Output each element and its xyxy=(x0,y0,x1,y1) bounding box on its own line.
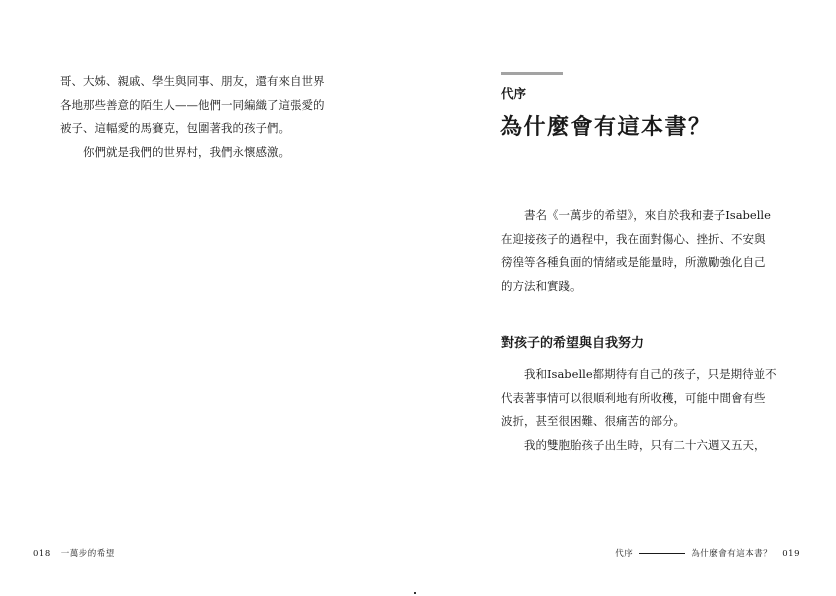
chapter-title: 為什麼會有這本書？ xyxy=(500,114,712,140)
paragraph-line: 我和Isabelle都期待有自己的孩子，只是期待並不 xyxy=(501,367,777,381)
paragraph-line: 各地那些善意的陌生人——他們一同編織了這張愛的 xyxy=(60,97,325,112)
paragraph-line: 徬徨等各種負面的情緒或是能量時，所激勵強化自己 xyxy=(501,255,766,269)
running-book-title: 一萬步的希望 xyxy=(60,549,115,559)
gutter-mark xyxy=(414,592,416,594)
running-section: 代序 xyxy=(615,549,634,559)
section-label: 代序 xyxy=(501,86,527,101)
intro-paragraph xyxy=(501,204,791,298)
left-folio xyxy=(33,547,115,559)
paragraph-line: 在迎接孩子的過程中，我在面對傷心、挫折、不安與 xyxy=(501,231,766,246)
running-chapter-title: 為什麼會有這本書？ xyxy=(691,549,773,559)
page-number: 019 xyxy=(782,549,800,559)
paragraph-line: 被子、這幅愛的馬賽克，包圍著我的孩子們。 xyxy=(60,121,290,135)
paragraph-line: 的方法和實踐。 xyxy=(501,278,582,293)
paragraph-line: 我的雙胞胎孩子出生時，只有二十六週又五天， xyxy=(501,437,766,452)
subheading: 對孩子的希望與自我努力 xyxy=(501,336,645,351)
folio-dash xyxy=(639,553,685,554)
paragraph-line: 哥、大姊、親戚、學生與同事、朋友，還有來自世界 xyxy=(60,74,325,88)
paragraph-line: 你們就是我們的世界村，我們永懷感激。 xyxy=(60,144,290,159)
body-paragraph xyxy=(501,363,791,457)
paragraph-line: 波折，甚至很困難、很痛苦的部分。 xyxy=(501,414,685,428)
paragraph-line: 書名《一萬步的希望》，來自於我和妻子Isabelle xyxy=(501,208,771,222)
paragraph-line: 代表著事情可以很順利地有所收穫，可能中間會有些 xyxy=(501,390,766,405)
page-number: 018 xyxy=(33,549,51,559)
section-rule xyxy=(501,72,563,75)
right-folio xyxy=(615,547,800,559)
left-page-body xyxy=(60,70,350,164)
right-page xyxy=(418,0,836,596)
